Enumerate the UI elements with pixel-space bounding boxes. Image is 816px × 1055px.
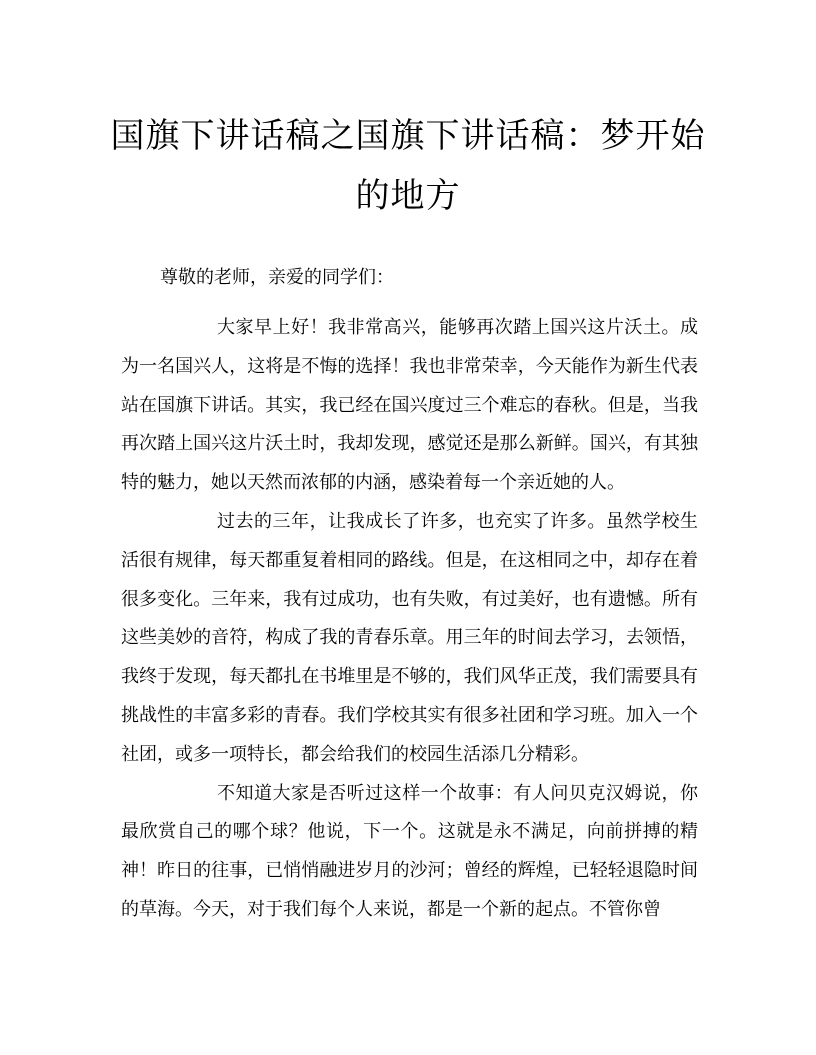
- salutation: 尊敬的老师，亲爱的同学们：: [160, 267, 394, 288]
- document-body: [121, 309, 698, 930]
- paragraph-1: 大家早上好！我非常高兴，能够再次踏上国兴这片沃土。成为一名国兴人，这将是不悔的选择！我也非常荣幸，今天能作为新生代表站在国旗下讲话。其实，我已经在国兴度过三个难忘的春秋。但是，当我再次踏上国兴这片沃土时，我却发现，感觉还是那么新鲜。国兴，有其独特的魅力，她以天然而浓郁的内涵，感染着每一个亲近她的人。: [121, 317, 698, 494]
- document-title: 国旗下讲话稿之国旗下讲话稿：梦开始的地方: [110, 116, 706, 216]
- paragraph-2: 过去的三年，让我成长了许多，也充实了许多。虽然学校生活很有规律，每天都重复着相同的路线。但是，在这相同之中，却存在着很多变化。三年来，我有过成功，也有失败，有过美好，也有遗憾。所有这些美妙的音符，构成了我的青春乐章。用三年的时间去学习，去领悟，我终于发现，每天都扎在书堆里是不够的，我们风华正茂，我们需要具有挑战性的丰富多彩的青春。我们学校其实有很多社团和学习班。加入一个社团，或多一项特长，都会给我们的校园生活添几分精彩。: [121, 510, 698, 765]
- paragraph-3: 不知道大家是否听过这样一个故事：有人问贝克汉姆说，你最欣赏自己的哪个球？他说，下一个。这就是永不满足，向前拼搏的精神！昨日的往事，已悄悄融进岁月的沙河；曾经的辉煌，已轻轻退隐时间的草海。今天，对于我们每个人来说，都是一个新的起点。不管你曾: [121, 782, 698, 920]
